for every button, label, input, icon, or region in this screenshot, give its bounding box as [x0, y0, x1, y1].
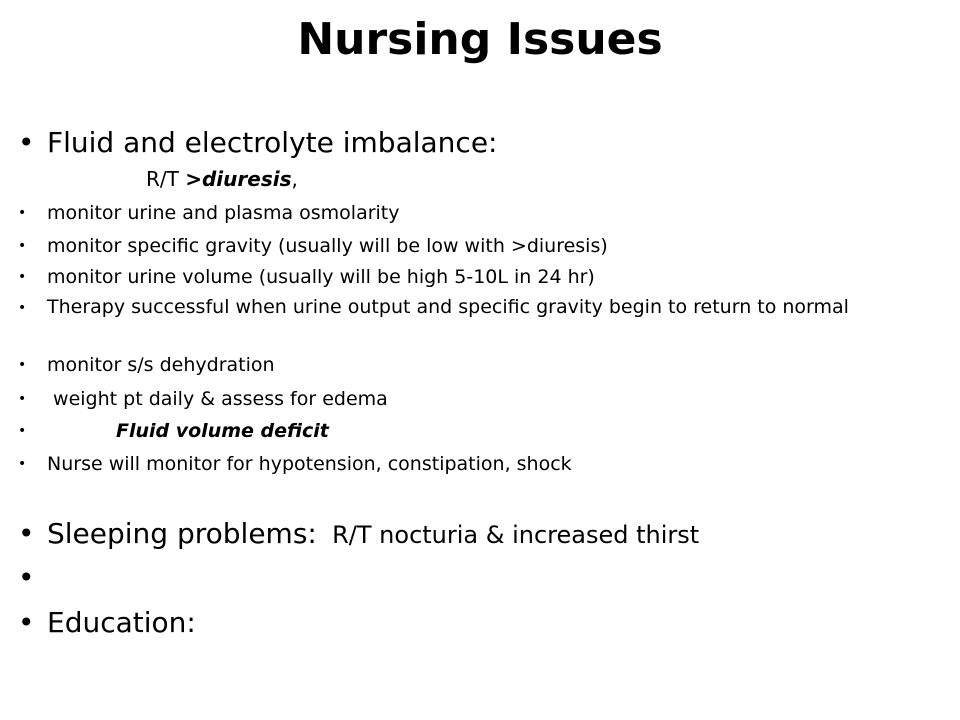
list-item-text: monitor specific gravity (usually will be low with >diuresis) — [47, 235, 608, 257]
list-item-text: Therapy successful when urine output and specific gravity begin to return to normal — [47, 296, 849, 318]
bullet-icon: • — [18, 269, 27, 285]
bullet-icon: • — [18, 300, 27, 316]
bullet-icon: • — [18, 561, 35, 594]
fluid-rt-prefix: R/T — [146, 167, 186, 191]
sleeping-heading: Sleeping problems: — [47, 517, 317, 550]
bullet-icon: • — [18, 238, 27, 254]
list-item-text: monitor urine volume (usually will be high 5-10L in 24 hr) — [47, 266, 595, 288]
bullet-icon: • — [18, 391, 27, 407]
list-item-text: monitor s/s dehydration — [47, 354, 275, 376]
slide-title: Nursing Issues — [297, 14, 663, 65]
list-item-text: Fluid volume deficit — [116, 420, 329, 442]
bullet-icon: • — [18, 456, 27, 472]
bullet-icon: • — [18, 517, 35, 550]
education-heading: Education: — [47, 606, 196, 639]
fluid-rt-suffix: , — [291, 167, 298, 191]
fluid-heading: Fluid and electrolyte imbalance: — [47, 126, 498, 159]
list-item-text: monitor urine and plasma osmolarity — [47, 202, 400, 224]
list-item-text: weight pt daily & assess for edema — [47, 388, 388, 410]
sleeping-detail: R/T nocturia & increased thirst — [316, 521, 700, 549]
fluid-rt-line — [146, 166, 298, 192]
bullet-icon: • — [18, 606, 35, 639]
bullet-icon: • — [18, 357, 27, 373]
list-item-text: Nurse will monitor for hypotension, constipation, shock — [47, 453, 572, 475]
sleeping-line — [47, 517, 699, 552]
bullet-icon: • — [18, 205, 27, 221]
bullet-icon: • — [18, 423, 27, 439]
bullet-icon: • — [18, 126, 35, 159]
fluid-rt-emph: >diuresis — [185, 167, 292, 191]
